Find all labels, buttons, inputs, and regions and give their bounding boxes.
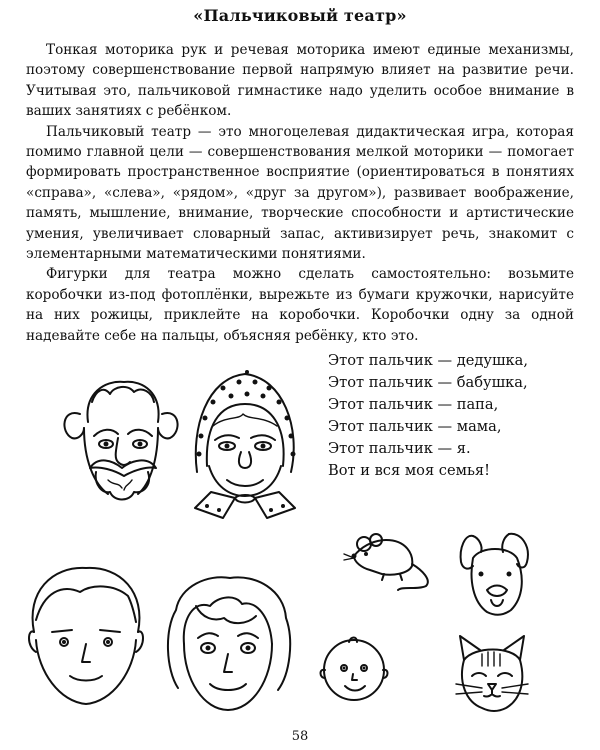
poem-line-3: Этот пальчик — папа, [328, 396, 499, 413]
page-title: «Пальчиковый театр» [193, 6, 407, 25]
grandfather-face-illustration [58, 372, 188, 512]
grandmother-face-illustration [183, 368, 307, 533]
father-face-illustration [22, 562, 150, 712]
body-text [26, 40, 574, 346]
baby-face-illustration [315, 630, 393, 712]
poem-line-2: Этот пальчик — бабушка, [328, 374, 528, 391]
mouse-illustration [342, 530, 447, 592]
dog-illustration [455, 528, 535, 620]
poem-line-6: Вот и вся моя семья! [328, 462, 490, 479]
paragraph-3: Фигурки для театра можно сделать самостоятельно: возьмите коробочки из-под фотоплёнки, вырежьте из бумаги кружочки, нарисуйте на них рожицы, приклейте на коробочки. Коробочки одну за одной надевайте себе на пальцы, объясняя ребёнку, кто это. [26, 266, 574, 344]
poem-line-4: Этот пальчик — мама, [328, 418, 502, 435]
mother-face-illustration [160, 570, 298, 720]
paragraph-1: Тонкая моторика рук и речевая моторика имеют единые механизмы, поэтому совершенствование первой напрямую влияет на развитие речи. Учитывая это, пальчиковой гимнастике надо уделить особое внимание в ваших занятиях с ребёнком. [26, 42, 574, 120]
cat-illustration [452, 632, 532, 714]
poem-line-1: Этот пальчик — дедушка, [328, 352, 528, 369]
paragraph-2: Пальчиковый театр — это многоцелевая дидактическая игра, которая помимо главной цели — совершенствования мелкой моторики — помогает формировать пространственное восприятие (ориентироваться в понятиях «справа», «слева», «рядом», «друг за другом»), развивает воображение, память, мышление, внимание, творческие способности и артистические умения, увеличивает словарный запас, активизирует речь, знакомит с элементарными математическими понятиями. [26, 123, 574, 263]
poem [328, 350, 528, 482]
poem-line-5: Этот пальчик — я. [328, 440, 471, 457]
page-number: 58 [291, 729, 309, 744]
